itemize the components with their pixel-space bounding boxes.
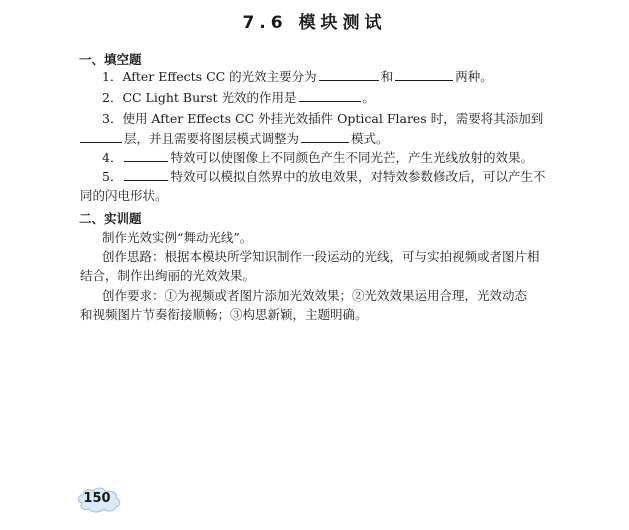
requirements-text-2: 和视频图片节奏衔接顺畅；③构思新颖，主题明确。: [80, 307, 368, 322]
requirements-line-2: [80, 306, 550, 324]
q2-text-before: 2．CC Light Burst 光效的作用是: [102, 90, 297, 105]
q4-text-before: 4．: [102, 150, 123, 165]
section-heading-fill-in: 一、填空题: [79, 52, 142, 67]
blank-line: [301, 130, 349, 143]
q3-line2-text-after: 模式。: [351, 131, 389, 146]
q5-text-before: 5．: [102, 169, 123, 184]
page-number-badge: [76, 487, 122, 513]
q5-line1-text: 特效可以模拟自然界中的放电效果，对特效参数修改后，可以产生不: [170, 169, 546, 184]
q1-text-before: 1．After Effects CC 的光效主要分为: [102, 69, 317, 84]
q5-line2-text: 同的闪电形状。: [80, 188, 168, 203]
question-1: [80, 68, 572, 86]
requirements-text-1: 创作要求：①为视频或者图片添加光效效果；②光效效果运用合理，光效动态: [102, 288, 528, 303]
q1-text-middle: 和: [380, 69, 394, 84]
question-3-line-1: [80, 110, 572, 128]
q4-text-after: 特效可以使图像上不同颜色产生不同光芒，产生光线放射的效果。: [170, 150, 533, 165]
practice-task-text: 制作光效实例“舞动光线”。: [102, 230, 253, 245]
blank-line: [395, 68, 453, 81]
requirements-line-1: [80, 287, 572, 305]
creative-idea-text-1: 创作思路：根据本模块所学知识制作一段运动的光线，可与实拍视频或者图片相: [102, 249, 540, 264]
q3-line2-text-before: 层，并且需要将图层模式调整为: [124, 131, 300, 146]
question-5-line-2: [80, 187, 550, 205]
q3-line1-text: 3．使用 After Effects CC 外挂光效插件 Optical Flares 时，需要将其添加到: [102, 111, 544, 126]
blank-line: [319, 68, 379, 81]
practice-task: [80, 229, 572, 247]
q1-text-after: 两种。: [455, 69, 493, 84]
question-2: [80, 89, 572, 107]
blank-line: [80, 130, 122, 143]
q2-text-after: 。: [362, 90, 376, 105]
creative-idea-text-2: 结合，制作出绚丽的光效效果。: [80, 268, 256, 283]
blank-line: [124, 168, 168, 181]
page-number: 150: [83, 491, 111, 506]
creative-idea-line-2: [80, 267, 550, 285]
chapter-title: 7.6 模块测试: [242, 13, 387, 33]
question-3-line-2: [80, 130, 550, 148]
blank-line: [299, 89, 361, 102]
question-5-line-1: [80, 168, 572, 186]
question-4: [80, 149, 572, 167]
creative-idea-line-1: [80, 248, 572, 266]
section-heading-practice: 二、实训题: [79, 211, 142, 226]
blank-line: [124, 149, 168, 162]
